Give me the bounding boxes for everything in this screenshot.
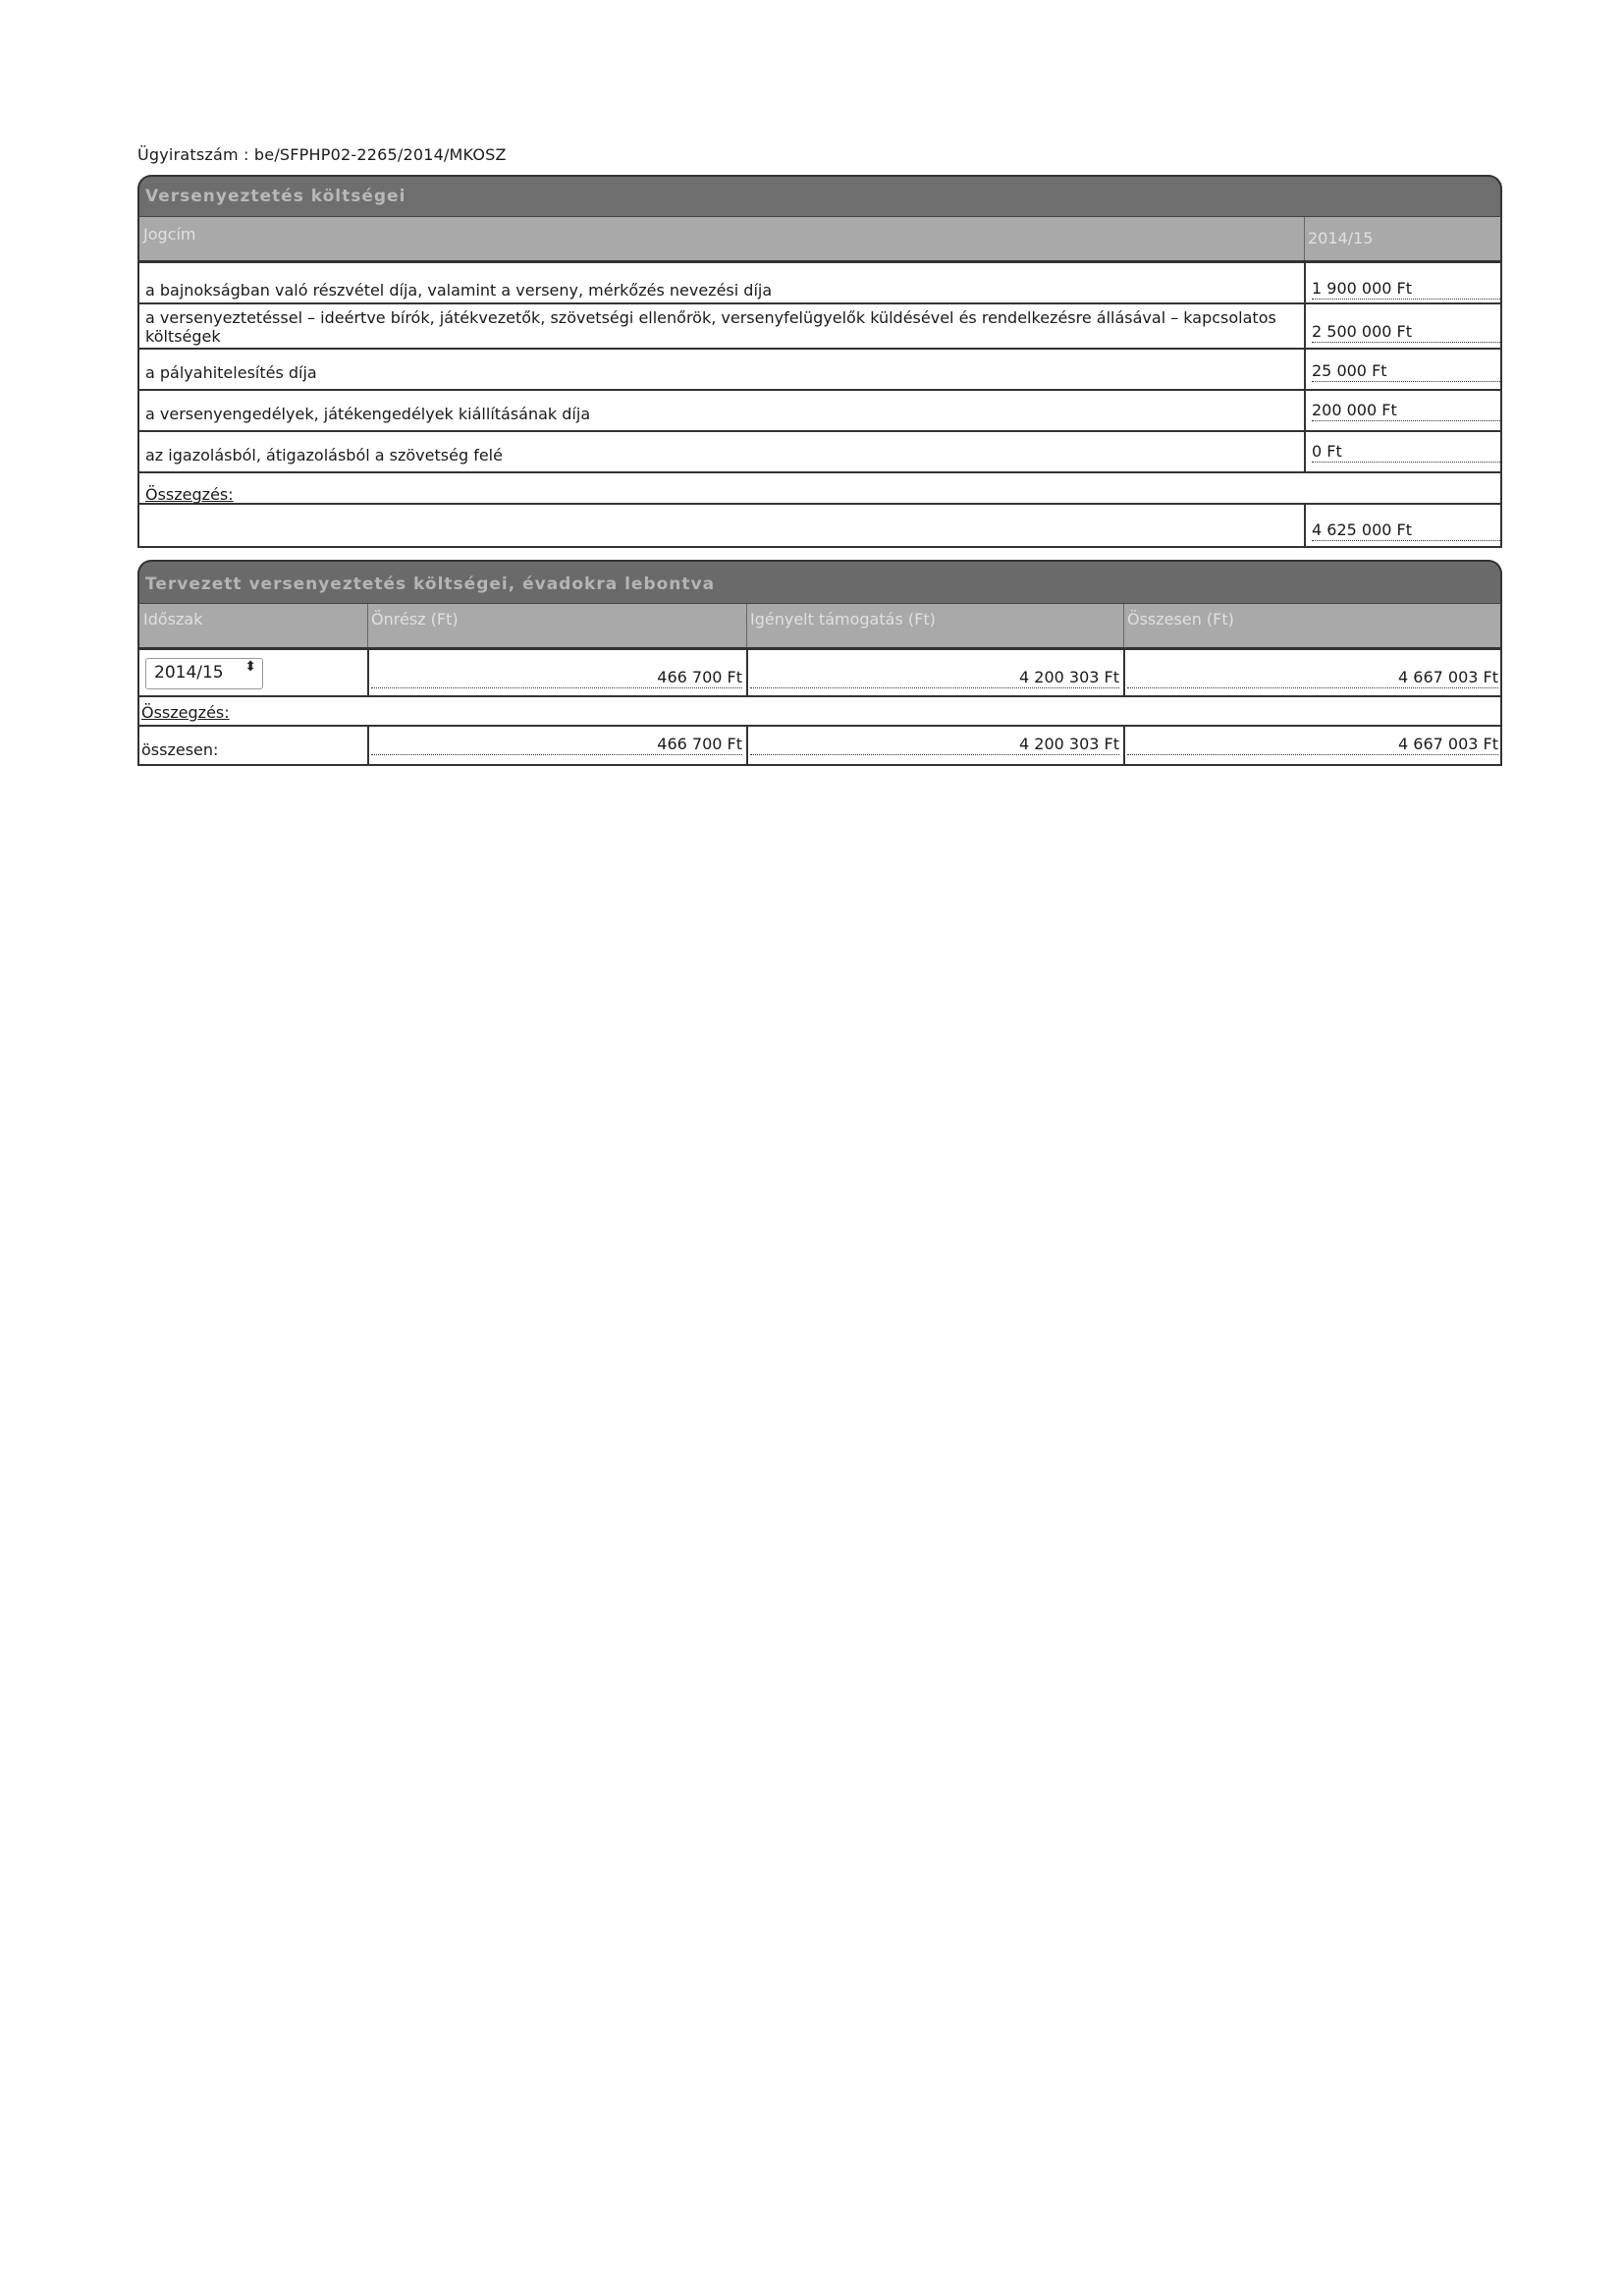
own-contribution-field[interactable]: 466 700 Ft [371,668,742,688]
period-select[interactable] [145,658,263,689]
summary-row [139,473,1500,505]
amount-field[interactable]: 1 900 000 Ft [1312,279,1500,300]
summary-row [139,697,1500,727]
table-header [137,603,1502,649]
row-label: az igazolásból, átigazolásból a szövetség felé [145,446,503,465]
table-header [137,216,1502,262]
requested-support-total: 4 200 303 Ft [750,735,1119,755]
summary-label: Összegzés: [145,485,234,504]
table-row [139,350,1500,391]
requested-support-field[interactable]: 4 200 303 Ft [750,668,1119,688]
table-row [139,263,1500,304]
grand-total: 4 667 003 Ft [1127,735,1498,755]
document-id: Ügyiratszám : be/SFPHP02-2265/2014/MKOSZ [137,145,507,164]
header-requested-support: Igényelt támogatás (Ft) [750,610,936,629]
total-field[interactable]: 4 667 003 Ft [1127,668,1498,688]
panel-title: Versenyeztetés költségei [137,175,1502,216]
period-select-value: 2014/15 [154,663,224,683]
header-total: Összesen (Ft) [1127,610,1234,629]
panel-title: Tervezett versenyeztetés költségei, évadokra lebontva [137,560,1502,603]
row-label: a versenyengedélyek, játékengedélyek kiállításának díja [145,405,591,423]
row-label: a pályahitelesítés díja [145,363,317,382]
totals-label: összesen: [141,740,219,759]
updown-arrow-icon: ⬍ [244,659,256,675]
competition-costs-panel [137,175,1502,548]
amount-field[interactable]: 200 000 Ft [1312,401,1500,421]
row-label: a versenyeztetéssel – ideértve bírók, játékvezetők, szövetségi ellenőrök, versenyfelügyelők küldésével és rendelkezésre állásával – kapcsolatos költségek [145,308,1276,346]
totals-row [139,727,1500,764]
amount-field[interactable]: 2 500 000 Ft [1312,322,1500,343]
header-period: Időszak [143,610,203,629]
total-amount: 4 625 000 Ft [1312,520,1500,541]
amount-field[interactable]: 25 000 Ft [1312,361,1500,382]
amount-field[interactable]: 0 Ft [1312,442,1500,463]
header-own-contribution: Önrész (Ft) [371,610,459,629]
table-row [139,432,1500,473]
table-row [139,391,1500,432]
table-row [139,304,1500,350]
header-season-column: 2014/15 [1308,229,1374,247]
total-row [139,505,1500,546]
row-label: a bajnokságban való részvétel díja, valamint a verseny, mérkőzés nevezési díja [145,281,773,300]
header-title-column: Jogcím [143,225,196,244]
own-contribution-total: 466 700 Ft [371,735,742,755]
planned-costs-panel [137,560,1502,766]
table-row [139,650,1500,697]
summary-label: Összegzés: [141,703,230,722]
